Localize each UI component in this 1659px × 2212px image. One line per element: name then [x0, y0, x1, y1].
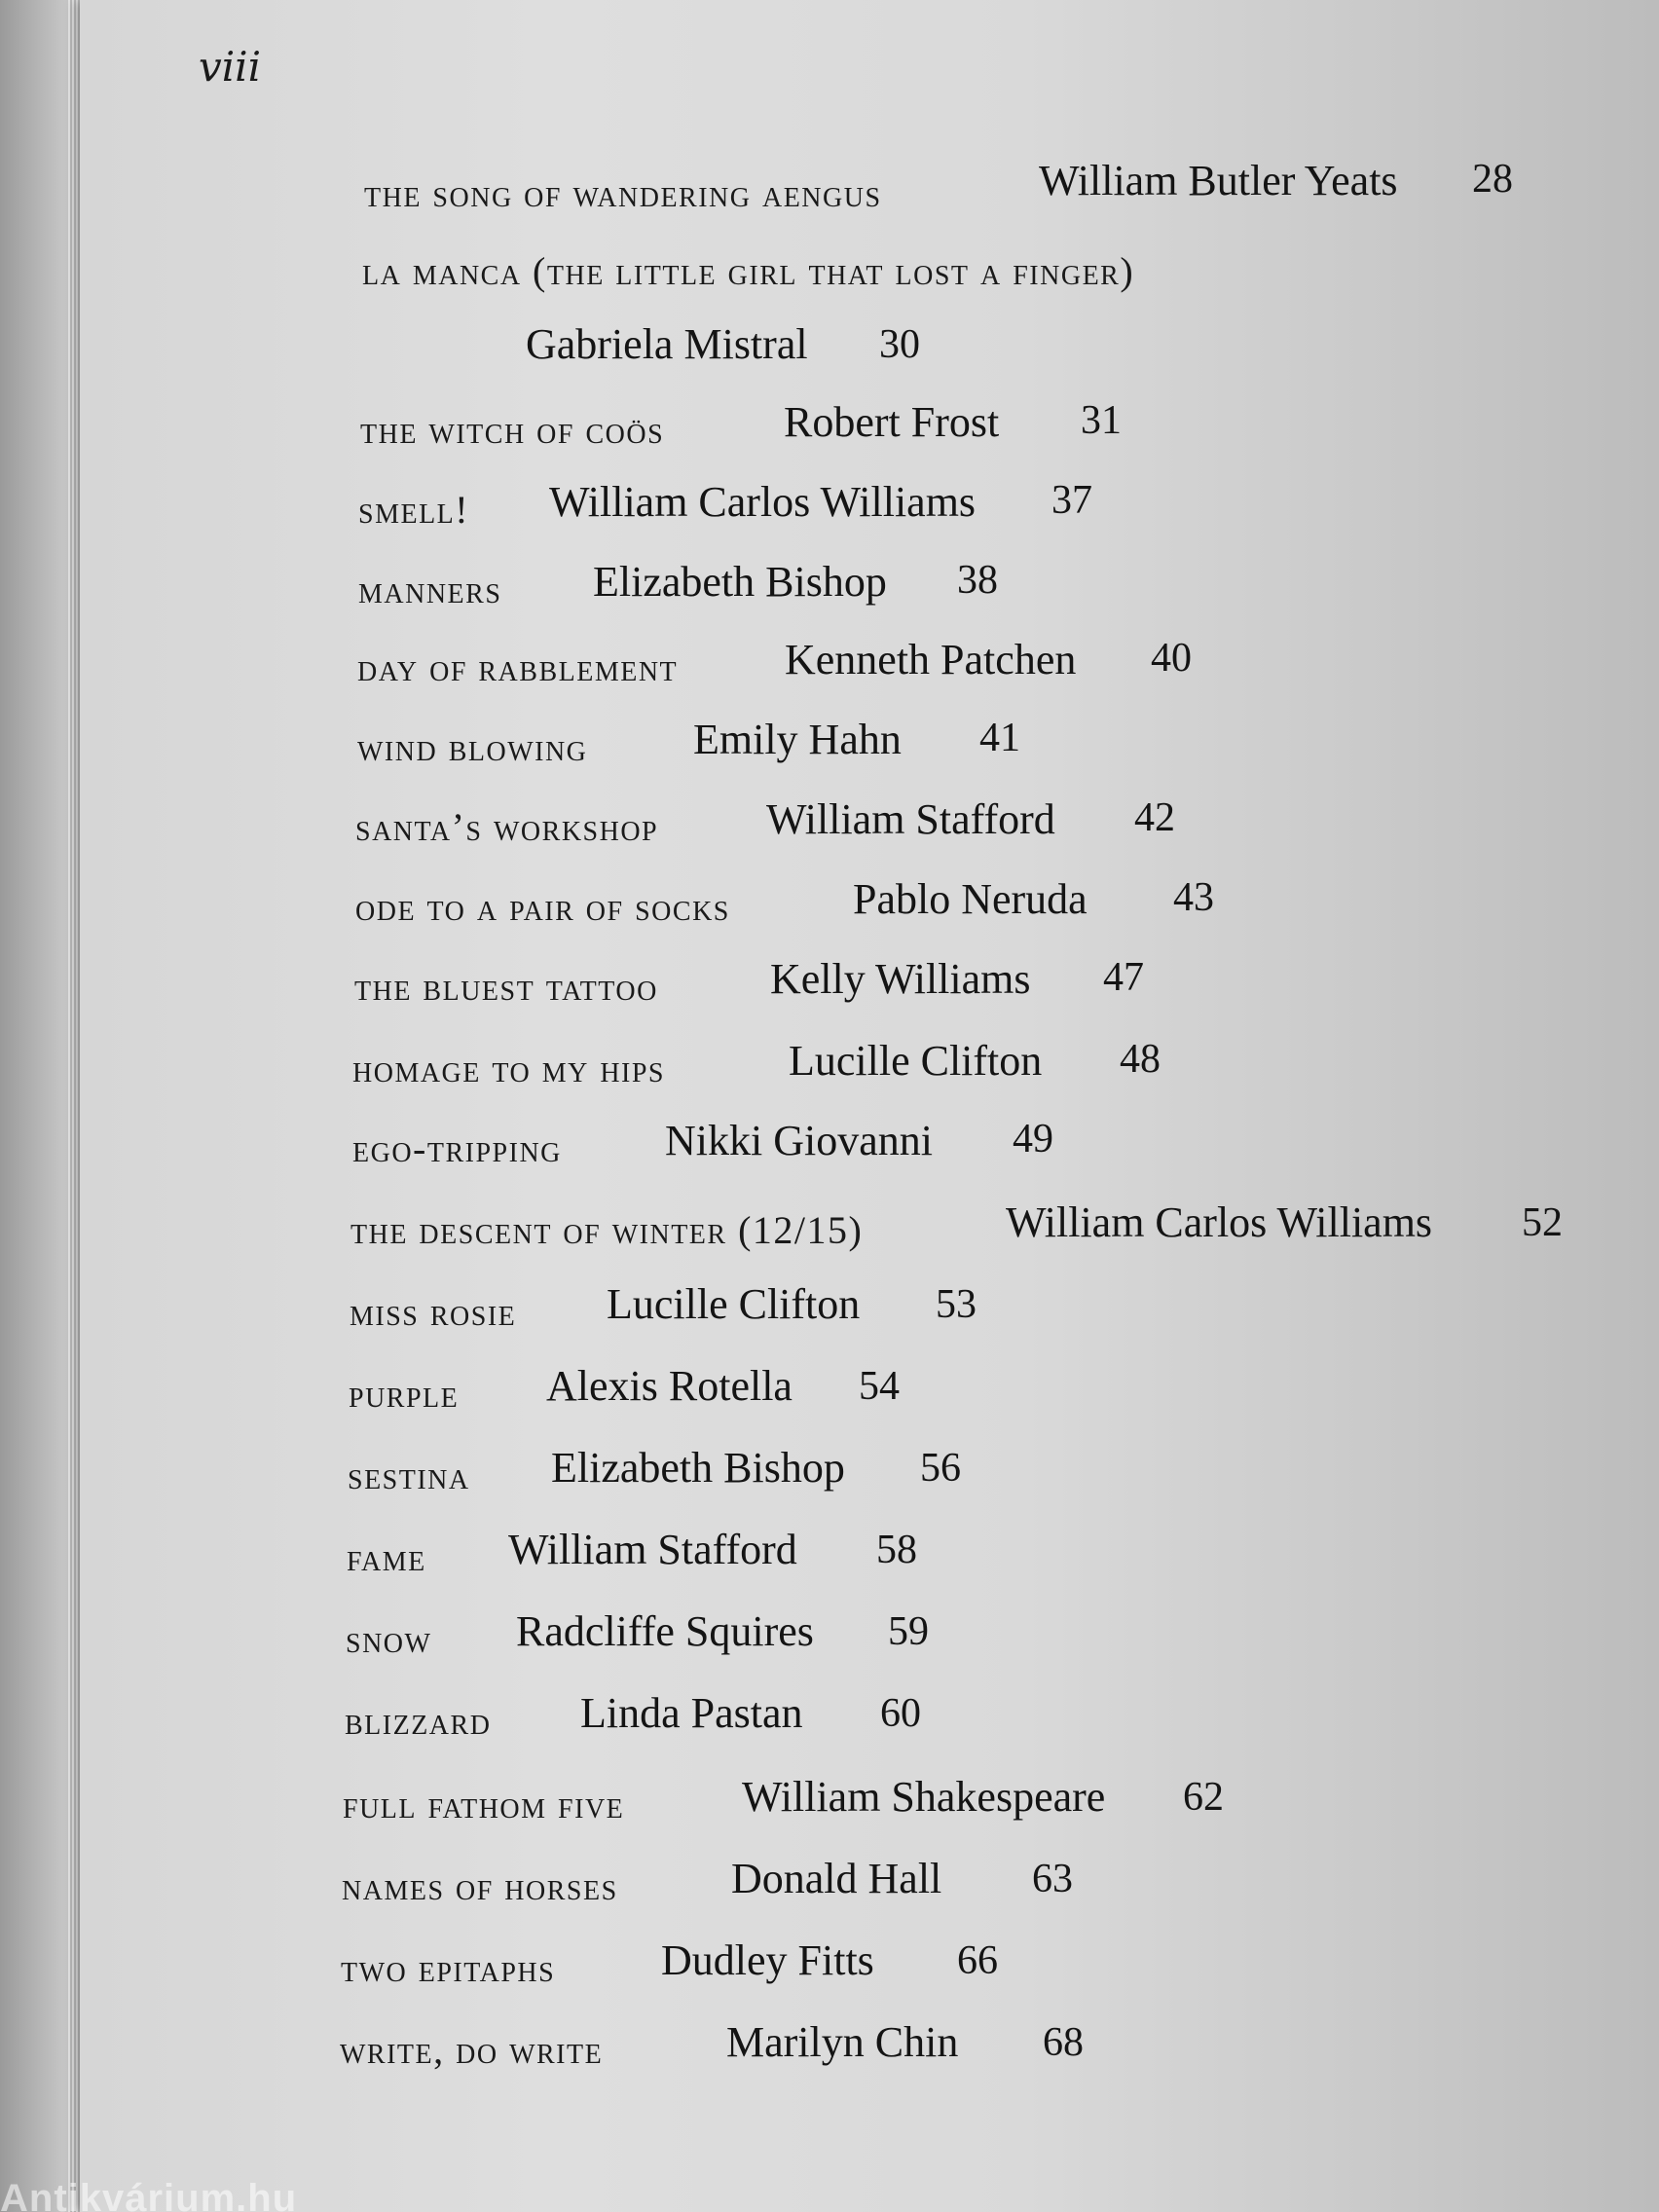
- poem-page: 56: [920, 1446, 961, 1491]
- poem-title: two epitaphs: [341, 1946, 556, 1990]
- poem-author: Elizabeth Bishop: [593, 558, 887, 606]
- poem-author: Donald Hall: [731, 1855, 942, 1902]
- poem-title: la manca (the little girl that lost a finger): [362, 249, 1135, 293]
- poem-page: 38: [957, 558, 998, 603]
- poem-title: miss rosie: [350, 1290, 517, 1334]
- poem-author: Lucille Clifton: [607, 1280, 861, 1328]
- poem-title: blizzard: [345, 1699, 492, 1743]
- poem-page: 53: [936, 1282, 977, 1327]
- poem-title: ego-tripping: [352, 1126, 562, 1170]
- poem-title: the witch of coös: [360, 408, 665, 452]
- poem-page: 62: [1183, 1775, 1224, 1820]
- poem-title: the descent of winter (12/15): [350, 1208, 864, 1252]
- poem-author: Lucille Clifton: [789, 1037, 1043, 1085]
- poem-author: Kenneth Patchen: [785, 636, 1077, 683]
- poem-page: 58: [876, 1528, 917, 1572]
- poem-author: Nikki Giovanni: [665, 1117, 933, 1164]
- poem-author: William Carlos Williams: [549, 478, 977, 526]
- poem-title: the bluest tattoo: [354, 965, 658, 1009]
- poem-title: homage to my hips: [352, 1047, 666, 1090]
- poem-page: 52: [1522, 1200, 1563, 1245]
- poem-page: 66: [957, 1938, 998, 1983]
- poem-page: 37: [1051, 478, 1092, 523]
- poem-page: 40: [1151, 636, 1192, 681]
- poem-title: full fathom five: [343, 1783, 625, 1826]
- poem-author: Pablo Neruda: [853, 875, 1088, 923]
- poem-author: William Shakespeare: [742, 1773, 1106, 1821]
- poem-page: 54: [859, 1364, 900, 1409]
- watermark: Antikvárium.hu: [0, 2177, 298, 2212]
- poem-page: 60: [880, 1691, 921, 1736]
- poem-author: Robert Frost: [784, 398, 1000, 446]
- poem-title: purple: [349, 1372, 460, 1416]
- poem-page: 42: [1134, 795, 1175, 840]
- poem-author: Kelly Williams: [770, 955, 1031, 1003]
- poem-page: 63: [1032, 1857, 1073, 1901]
- poem-author: Marilyn Chin: [726, 2018, 959, 2066]
- poem-author: William Butler Yeats: [1039, 157, 1398, 204]
- poem-author: Radcliffe Squires: [516, 1607, 814, 1655]
- poem-title: santa’s workshop: [355, 805, 659, 849]
- poem-page: 41: [979, 716, 1020, 760]
- poem-title: wind blowing: [357, 725, 588, 769]
- poem-page: 28: [1472, 157, 1513, 202]
- poem-page: 49: [1013, 1117, 1053, 1161]
- poem-author: Linda Pastan: [580, 1689, 803, 1737]
- poem-page: 47: [1103, 955, 1144, 1000]
- poem-author: William Stafford: [766, 795, 1055, 843]
- poem-title: day of rabblement: [357, 645, 679, 689]
- poem-author: Alexis Rotella: [546, 1362, 793, 1410]
- poem-title: smell!: [358, 488, 470, 532]
- poem-author: William Stafford: [508, 1526, 797, 1573]
- poem-author: William Carlos Williams: [1006, 1198, 1433, 1246]
- poem-page: 59: [888, 1609, 929, 1654]
- poem-author: Elizabeth Bishop: [551, 1444, 845, 1492]
- poem-page: 48: [1120, 1037, 1161, 1082]
- poem-title: sestina: [348, 1454, 470, 1497]
- page-number: viii: [199, 43, 262, 91]
- poem-title: manners: [358, 568, 502, 611]
- poem-title: fame: [347, 1535, 426, 1579]
- poem-author: Dudley Fitts: [661, 1936, 874, 1984]
- poem-title: write, do write: [340, 2028, 604, 2072]
- poem-author: Gabriela Mistral: [526, 320, 808, 368]
- poem-title: the song of wandering aengus: [364, 171, 882, 215]
- poem-page: 31: [1081, 398, 1122, 443]
- poem-page: 43: [1173, 875, 1214, 920]
- poem-title: names of horses: [342, 1864, 618, 1908]
- poem-page: 68: [1043, 2020, 1084, 2065]
- poem-title: ode to a pair of socks: [355, 885, 730, 929]
- poem-title: snow: [346, 1617, 432, 1661]
- poem-page: 30: [879, 322, 920, 367]
- poem-author: Emily Hahn: [693, 716, 902, 763]
